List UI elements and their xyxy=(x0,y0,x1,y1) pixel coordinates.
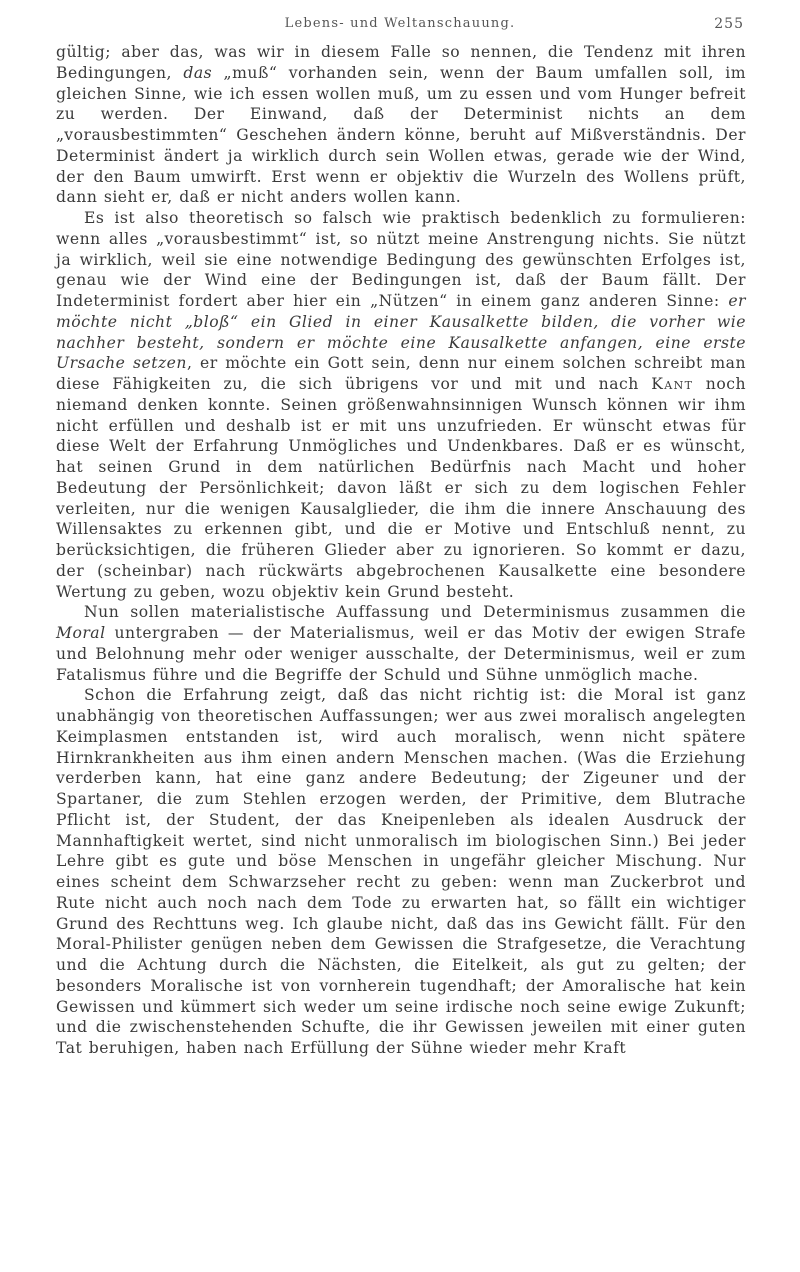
running-head xyxy=(0,14,800,38)
body-text xyxy=(56,42,746,1059)
paragraph: Schon die Erfahrung zeigt, daß das nicht richtig ist: die Moral ist ganz unabhängig von theoretischen Auffassungen; wer aus zwei moralisch angelegten Keimplasmen entstanden ist, wird auch moralisch, wenn nicht spätere Hirnkrankheiten aus ihm einen andern Menschen machen. (Was die Erziehung verderben kann, hat eine ganz andere Bedeutung; der Zigeuner und der Spartaner, die zum Stehlen erzogen werden, der Primitive, dem Blutrache Pflicht ist, der Student, der das Kneipenleben als idealen Ausdruck der Mannhaftigkeit wertet, sind nicht unmoralisch im biologischen Sinn.) Bei jeder Lehre gibt es gute und böse Menschen in ungefähr gleicher Mischung. Nur eines scheint dem Schwarzseher recht zu geben: wenn man Zuckerbrot und Rute nicht auch noch nach dem Tode zu erwarten hat, so fällt ein wichtiger Grund des Rechttuns weg. Ich glaube nicht, daß das ins Gewicht fällt. Für den Moral-Philister genügen neben dem Gewissen die Strafgesetze, die Verachtung und die Achtung durch die Nächsten, die Eitelkeit, als gut zu gelten; der besonders Moralische ist von vornherein tugendhaft; der Amoralische hat kein Gewissen und kümmert sich weder um seine irdische noch seine ewige Zukunft; und die zwischenstehenden Schufte, die ihr Gewissen jeweilen mit einer guten Tat beruhigen, haben nach Erfüllung der Sühne wieder mehr Kraft xyxy=(56,686,746,1057)
paragraph: Es ist also theoretisch so falsch wie praktisch bedenklich zu formulieren: wenn alles „vorausbestimmt“ ist, so nützt meine Anstrengung nichts. Sie nützt ja wirklich, weil sie eine notwendige Bedingung des gewünschten Erfolges ist, genau wie der Wind eine der Bedingungen ist, daß der Baum fällt. Der Indeterminist fordert aber hier ein „Nützen“ in einem ganz anderen Sinne: er möchte nicht „bloß“ ein Glied in einer Kausalkette bilden, die vorher wie nachher besteht, sondern er möchte eine Kausalkette anfangen, eine erste Ursache setzen, er möchte ein Gott sein, denn nur einem solchen schreibt man diese Fähigkeiten zu, die sich übrigens vor und mit und nach Kant noch niemand denken konnte. Seinen größenwahnsinnigen Wunsch können wir ihm nicht erfüllen und deshalb ist er mit uns unzufrieden. Er wünscht etwas für diese Welt der Erfahrung Unmögliches und Undenkbares. Daß er es wünscht, hat seinen Grund in dem natürlichen Bedürfnis nach Macht und hoher Bedeutung der Persönlichkeit; davon läßt er sich zu dem logischen Fehler verleiten, nur die wenigen Kausalglieder, die ihm die innere Anschauung des Willensaktes zu erkennen gibt, und die er Motive und Entschluß nennt, zu berücksichtigen, die früheren Glieder aber zu ignorieren. So kommt er dazu, der (scheinbar) nach rückwärts abgebrochenen Kausalkette eine besondere Wertung zu geben, wozu objektiv kein Grund besteht. xyxy=(56,209,746,601)
paragraph: Nun sollen materialistische Auffassung und Determinismus zusammen die Moral untergraben — der Materialismus, weil er das Motiv der ewigen Strafe und Belohnung mehr oder weniger ausschalte, der Determinismus, weil er zum Fatalismus führe und die Begriffe der Schuld und Sühne unmöglich mache. xyxy=(56,603,746,684)
page-number: 255 xyxy=(714,16,744,32)
author-name: Kant xyxy=(651,375,694,393)
running-title: Lebens- und Weltanschauung. xyxy=(284,16,516,31)
paragraph: gültig; aber das, was wir in diesem Falle so nennen, die Tendenz mit ihren Bedingungen, das „muß“ vorhanden sein, wenn der Baum umfallen soll, im gleichen Sinne, wie ich essen wollen muß, um zu essen und vom Hunger befreit zu werden. Der Einwand, daß der Determinist nichts an dem „vorausbestimmten“ Geschehen ändern könne, beruht auf Mißverständnis. Der Determinist ändert ja wirklich durch sein Wollen etwas, gerade wie der Wind, der den Baum umwirft. Erst wenn er objektiv die Wurzeln des Wollens prüft, dann sieht er, daß er nicht anders wollen kann. xyxy=(56,43,746,207)
